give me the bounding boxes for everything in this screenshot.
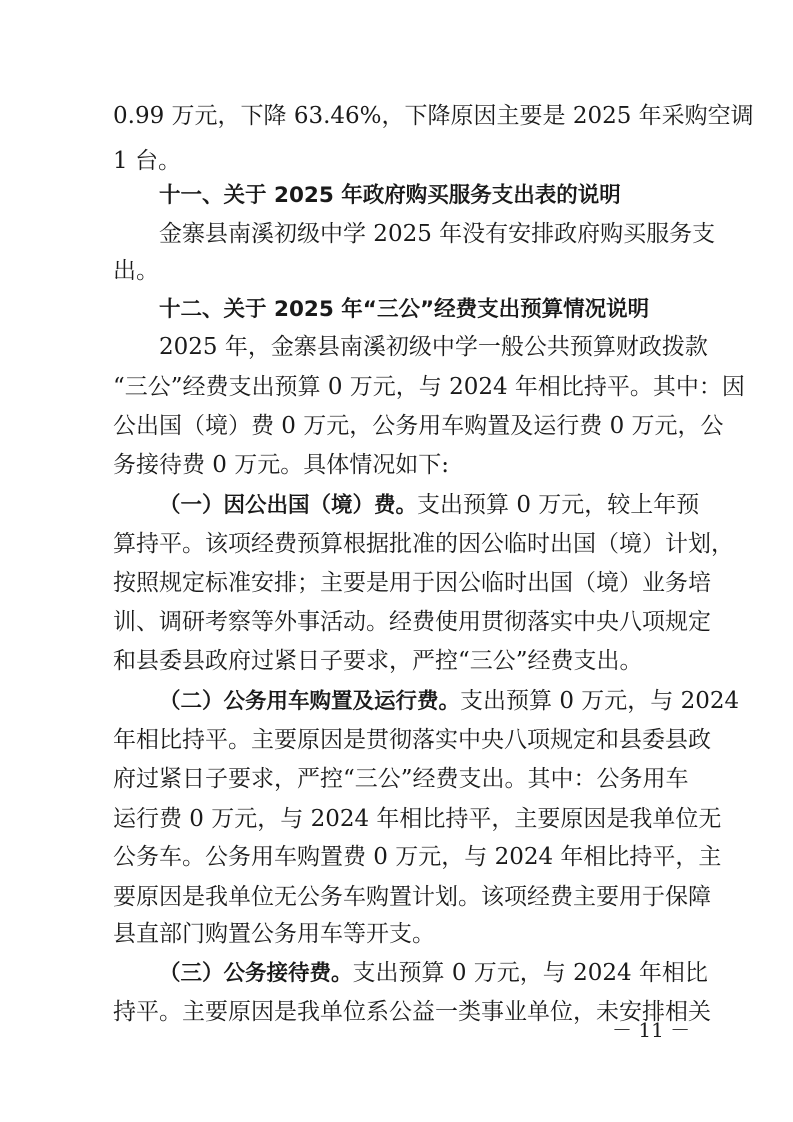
item-2-title: （二）公务用车购置及运行费。 (159, 689, 461, 714)
body-text-line: 持平。主要原因是我单位系公益一类事业单位，未安排相关 (113, 999, 711, 1025)
item-2-first-line (159, 681, 740, 721)
item-1-text: 支出预算 0 万元，较上年预 (417, 492, 700, 518)
body-text-line: “三公”经费支出预算 0 万元，与 2024 年相比持平。其中：因 (113, 374, 745, 400)
body-text-line: 公出国（境）费 0 万元，公务用车购置及运行费 0 万元，公 (113, 413, 724, 439)
item-3-first-line (159, 953, 708, 993)
section-12-heading: 十二、关于 2025 年“三公”经费支出预算情况说明 (159, 297, 650, 322)
item-1-title: （一）因公出国（境）费。 (159, 493, 418, 518)
body-text-line: 训、调研考察等外事活动。经费使用贯彻落实中央八项规定 (113, 609, 711, 635)
body-text-line: 算持平。该项经费预算根据批准的因公临时出国（境）计划， (113, 531, 734, 557)
body-text-line: 运行费 0 万元，与 2024 年相比持平，主要原因是我单位无 (113, 806, 722, 832)
body-text-line: 1 台。 (113, 148, 181, 174)
body-text-line: 金寨县南溪初级中学 2025 年没有安排政府购买服务支 (159, 221, 716, 247)
body-text-line: 要原因是我单位无公务车购置计划。该项经费主要用于保障 (113, 884, 711, 910)
body-text-line: 府过紧日子要求，严控“三公”经费支出。其中：公务用车 (113, 766, 689, 792)
item-3-text: 支出预算 0 万元，与 2024 年相比 (352, 960, 708, 986)
item-1-first-line (159, 485, 700, 525)
body-text-line: 公务车。公务用车购置费 0 万元，与 2024 年相比持平，主 (113, 844, 722, 870)
body-text-line: 按照规定标准安排；主要是用于因公临时出国（境）业务培 (113, 570, 711, 596)
item-3-title: （三）公务接待费。 (159, 961, 353, 986)
page-number: － 11 － (612, 1018, 691, 1042)
body-text-line: 年相比持平。主要原因是贯彻落实中央八项规定和县委县政 (113, 727, 711, 753)
body-text-line: 0.99 万元，下降 63.46%，下降原因主要是 2025 年采购空调 (113, 103, 754, 129)
item-2-text: 支出预算 0 万元，与 2024 (460, 688, 740, 714)
body-text-line: 务接待费 0 万元。具体情况如下: (113, 452, 450, 478)
body-text-line: 出。 (113, 258, 159, 284)
body-text-line: 和县委县政府过紧日子要求，严控“三公”经费支出。 (113, 648, 643, 674)
body-text-line: 县直部门购置公务用车等开支。 (113, 921, 435, 947)
section-11-heading: 十一、关于 2025 年政府购买服务支出表的说明 (159, 183, 621, 208)
body-text-line: 2025 年，金寨县南溪初级中学一般公共预算财政拨款 (159, 334, 708, 360)
